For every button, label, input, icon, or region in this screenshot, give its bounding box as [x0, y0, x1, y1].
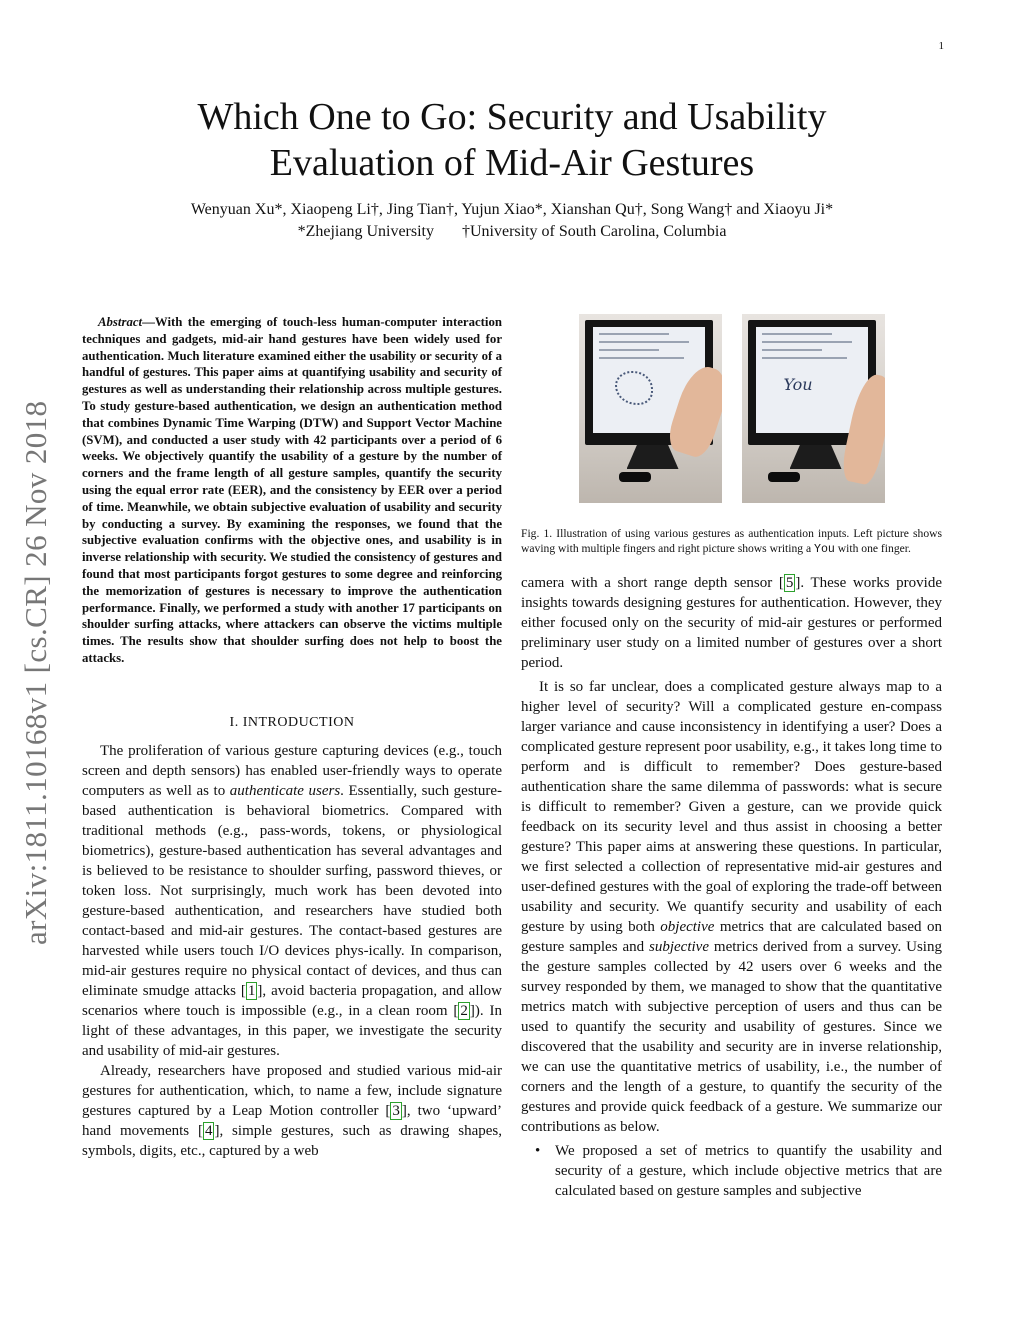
text-run: camera with a short range depth sensor [: [521, 575, 784, 591]
monitor-stand: [790, 445, 842, 469]
text-run: It is so far unclear, does a complicated gesture always map to a higher level of security? Will a complicated gesture en-compass larger variance and cause inconsistency in identifying a user? Does a complicated gesture represent poor usability, e.g., it takes long time to perform and is difficult to remember? Does gesture-based authentication share the same dilemma of passwords: what is secure is difficult to remember? Given a gesture, can we provide quick feedback on its security level and thus assist in choosing a better gesture? This paper aims at answering these questions. In particular, we first selected a collection of representative mid-air gestures and user-defined gestures with the goal of exploring the trade-off between usability and security. We quantify security and usability of each gesture by using both: [521, 679, 942, 935]
screen-line: [599, 349, 659, 351]
left-column: [82, 314, 502, 1161]
abstract-text: —With the emerging of touch-less human-computer interaction techniques and gadgets, mid-air hand gestures have been widely used for authentication. Much literature examined either the usability or security of a handful of gestures. This paper aims at quantifying usability and security of gestures as well as understanding their relationship across multiple gestures. To study gesture-based authentication, we design an authentication method that combines Dynamic Time Warping (DTW) and Support Vector Machine (SVM), and conducted a user study with 42 participants over a period of 6 weeks. We objectively quantify the usability of a gesture by the number of corners and the frame length of all gesture samples, quantify the security using the equal error rate (EER), and the consistency by EER over a period of time. Meanwhile, we obtain subjective evaluation of usability and security by conducting a survey. By examining the responses, we found that the subjective evaluation confirms with the objective ones, and usability is in inverse relationship with security. We studied the consistency of gestures and found that most participants forgot gestures to some degree and reinforcing the memorization of gestures is necessary to improve the authentication performance. Finally, we performed a study with another 17 participants on shoulder surfing attacks, where attackers can observe the victims multiple times. The results show that shoulder surfing does not help to boost the attacks.: [82, 315, 502, 665]
affiliation-zhejiang: *Zhejiang University: [297, 223, 434, 240]
text-run: . Essentially, such gesture-based authentication is behavioral biometrics. Compared with traditional methods (e.g., pass-words, tokens, or physiological biometrics), gesture-based authentication has several advantages and is believed to be resistance to shoulder surfing, password thieves, or token loss. Not surprisingly, much work has been devoted into gesture-based authentication, and researchers have studied both contact-based and mid-air gestures. The contact-based gestures are harvested while users touch I/O devices phys-ically. In comparison, mid-air gestures require no physical contact of devices, and thus can eliminate smudge attacks [: [82, 782, 502, 999]
citation-link-5[interactable]: 5: [785, 575, 794, 591]
contributions-list: [521, 1141, 942, 1201]
caption-code-you: You: [814, 543, 835, 556]
text-run: metrics that are calculated based on gesture samples and: [521, 919, 942, 955]
text-run: ]). In light of these advantages, in this paper, we investigate the security and usability of mid-air gestures.: [82, 1002, 502, 1059]
emphasis-subjective: subjective: [649, 939, 709, 955]
leap-motion-sensor: [619, 472, 651, 482]
paper-title: [0, 94, 1024, 186]
photo-writing-you: [742, 314, 885, 503]
arxiv-identifier-stamp: arXiv:1811.10168v1 [cs.CR] 26 Nov 2018: [18, 400, 53, 945]
text-run: with one finger.: [834, 542, 911, 555]
affiliation-south-carolina: †University of South Carolina, Columbia: [462, 223, 727, 240]
author-list: Wenyuan Xu*, Xiaopeng Li†, Jing Tian†, Yujun Xiao*, Xianshan Qu†, Song Wang† and Xiaoyu Ji*: [190, 201, 834, 218]
right-paragraph-1: [521, 573, 942, 673]
written-you-trace: You: [783, 375, 813, 394]
title-line-2: Evaluation of Mid-Air Gestures: [269, 142, 755, 184]
contribution-bullet-1: • We proposed a set of metrics to quantify the usability and security of a gesture, which include objective metrics that are calculated based on gesture samples and subjective: [521, 1141, 942, 1201]
text-run: Already, researchers have proposed and studied various mid-air gestures for authentication, which, to name a few, include signature gestures captured by a Leap Motion controller [: [82, 1062, 502, 1119]
abstract-label: Abstract: [98, 315, 143, 329]
leap-motion-sensor: [768, 472, 800, 482]
text-run: The proliferation of various gesture capturing devices (e.g., touch screen and depth sensors) has enabled user-friendly ways to operate computers as well as to: [82, 742, 502, 799]
screen-line: [762, 357, 847, 359]
screen-line: [599, 341, 689, 343]
text-run: metrics derived from a survey. Using the gesture samples collected by 42 users over 6 weeks and the survey responded by them, we managed to show that the quantitative metrics match with subjective perception of users and thus can be used to quantify the security and usability of gestures. Since we discovered that the usability and security are in inverse relationship, we can use the quantitative metrics of usability, i.e., the number of corners and the length of a gesture, to quantify the security of the gestures and provide quick feedback of a gesture. We summarize our contributions as below.: [521, 939, 942, 1135]
right-column: [521, 314, 942, 1201]
affiliation-list: [0, 221, 1024, 243]
intro-paragraph-1: [82, 741, 502, 1061]
citation-link-1[interactable]: 1: [247, 982, 256, 999]
text-run: ], avoid bacteria propagation, and allow scenarios where touch is impossible (e.g., in a clean room [: [82, 982, 502, 1019]
screen-line: [762, 341, 852, 343]
screen-line: [599, 357, 684, 359]
emphasis-objective: objective: [660, 919, 715, 935]
text-run: ], simple gestures, such as drawing shapes, symbols, digits, etc., captured by a web: [82, 1122, 503, 1159]
screen-line: [599, 333, 669, 335]
citation-link-2[interactable]: 2: [460, 1002, 468, 1019]
screen-line: [762, 333, 832, 335]
text-run: ], two ‘upward’ hand movements [: [82, 1102, 502, 1139]
abstract: [82, 314, 502, 667]
gesture-trace-icon: [615, 371, 653, 405]
section-heading-introduction: I. INTRODUCTION: [229, 714, 355, 730]
text-run: ]. These works provide insights towards designing gestures for authentication. However, they either focused only on the security of mid-air gestures or performed preliminary user study on a limited number of gestures over a short period.: [521, 575, 943, 671]
title-line-1: Which One to Go: Security and Usability: [197, 96, 827, 138]
emphasis-authenticate-users: authenticate users: [229, 782, 341, 799]
screen-line: [762, 349, 822, 351]
citation-link-4[interactable]: 4: [204, 1122, 213, 1139]
intro-paragraph-2: [82, 1061, 502, 1161]
photo-waving-fingers: [579, 314, 722, 503]
screen: [756, 327, 868, 433]
citation-link-3[interactable]: 3: [392, 1102, 400, 1119]
text-run: Fig. 1. Illustration of using various gestures as authentication inputs. Left picture shows waving with multiple fingers and right picture shows writing a: [521, 527, 942, 555]
figure-1-caption: [521, 526, 942, 557]
monitor-stand: [627, 445, 679, 469]
right-paragraph-2: [521, 677, 942, 1137]
page-number: 1: [938, 40, 944, 52]
figure-1: [521, 314, 942, 503]
